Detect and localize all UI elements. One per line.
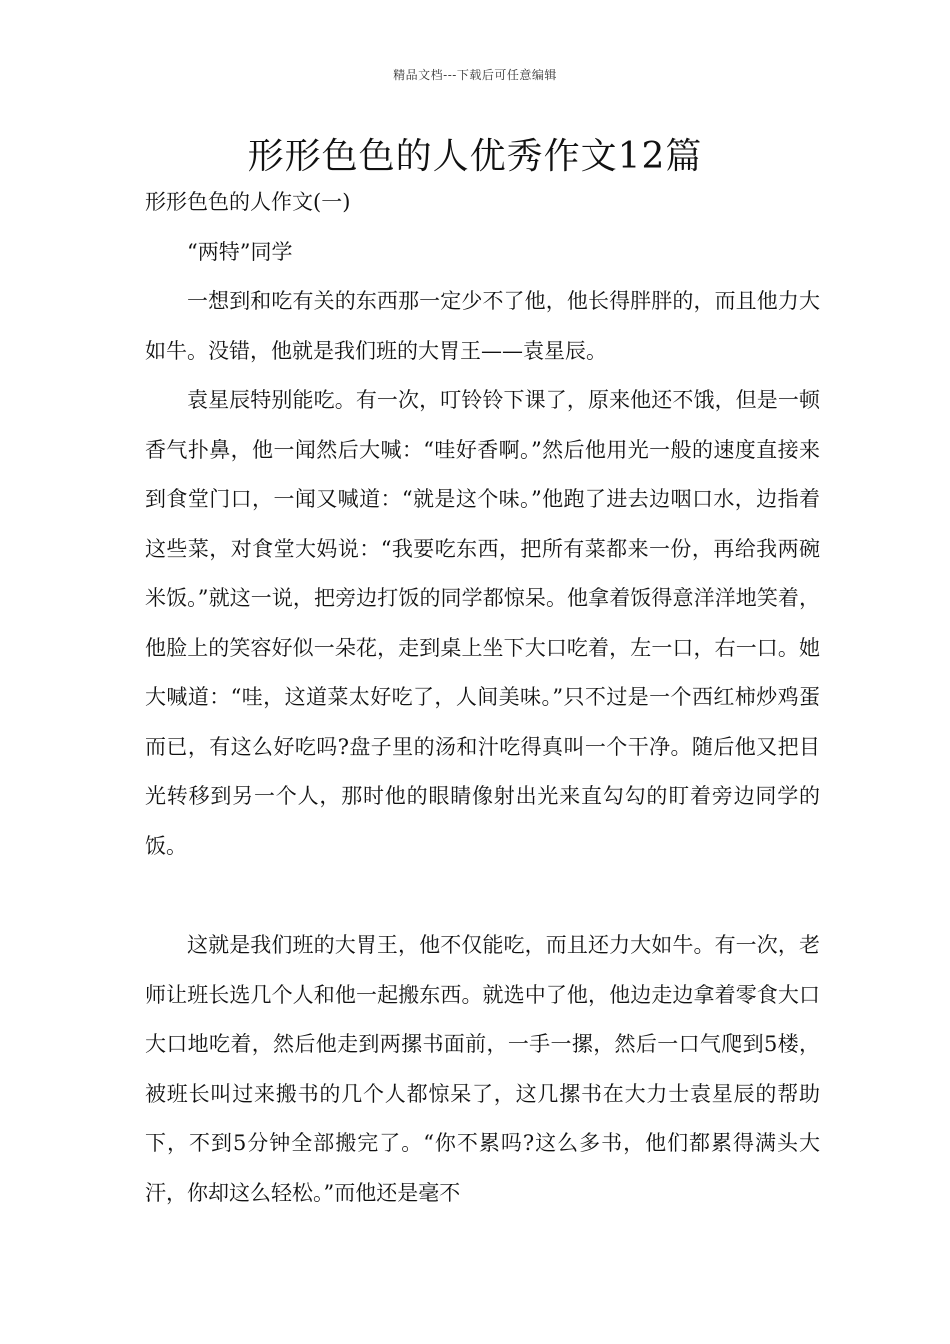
paragraph: 一想到和吃有关的东西那一定少不了他，他长得胖胖的，而且他力大如牛。没错，他就是我们班的大胃王——袁星辰。 [145, 289, 820, 363]
header-note: 精品文档---下载后可任意编辑 [393, 68, 557, 82]
document-body [145, 178, 820, 1218]
paragraph-spacer [145, 871, 820, 921]
paragraph: 袁星辰特别能吃。有一次，叮铃铃下课了，原来他还不饿，但是一顿香气扑鼻，他一闻然后大喊：“哇好香啊。”然后他用光一般的速度直接来到食堂门口，一闻又喊道：“就是这个味。”他跑了进去边咽口水，边指着这些菜，对食堂大妈说：“我要吃东西，把所有菜都来一份，再给我两碗米饭。”就这一说，把旁边打饭的同学都惊呆。他拿着饭得意洋洋地笑着，他脸上的笑容好似一朵花，走到桌上坐下大口吃着，左一口，右一口。她大喊道：“哇，这道菜太好吃了，人间美味。”只不过是一个西红柿炒鸡蛋而已，有这么好吃吗?盘子里的汤和汁吃得真叫一个干净。随后他又把目光转移到另一个人，那时他的眼睛像射出光来直勾勾的盯着旁边同学的饭。 [145, 388, 820, 858]
essay-title: “两特”同学 [187, 239, 293, 264]
paragraph: 这就是我们班的大胃王，他不仅能吃，而且还力大如牛。有一次，老师让班长选几个人和他一起搬东西。就选中了他，他边走边拿着零食大口大口地吃着，然后他走到两摞书面前，一手一摞，然后一口气爬到5楼，被班长叫过来搬书的几个人都惊呆了，这几摞书在大力士袁星辰的帮助下，不到5分钟全部搬完了。“你不累吗?这么多书，他们都累得满头大汗，你却这么轻松。”而他还是毫不 [145, 933, 820, 1205]
page-title: 形形色色的人优秀作文12篇 [247, 136, 703, 177]
section-title: 形形色色的人作文(一) [145, 190, 351, 214]
